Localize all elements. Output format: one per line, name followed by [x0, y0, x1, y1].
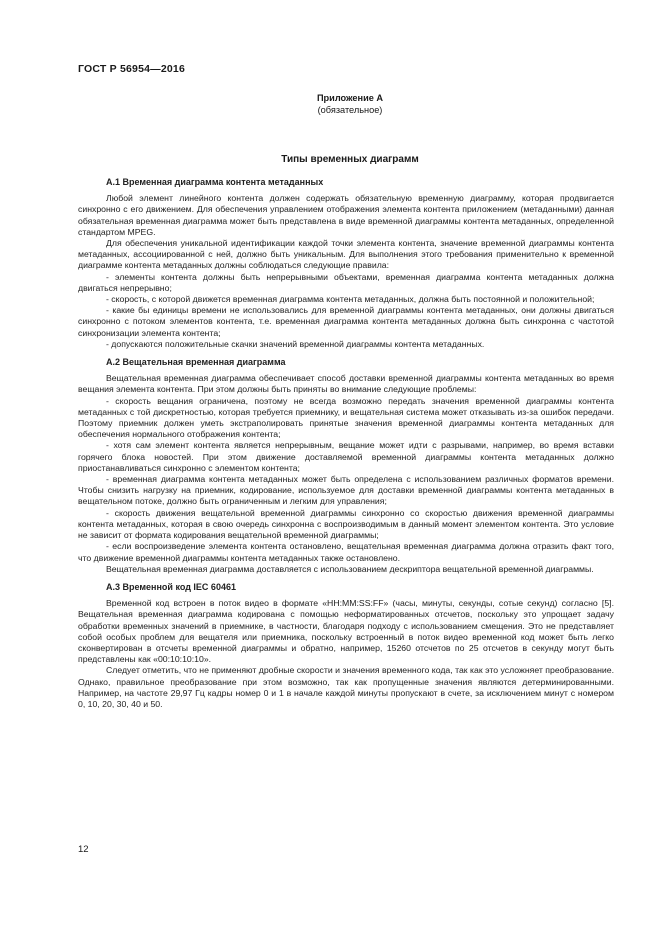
appendix-note: (обязательное) — [317, 105, 383, 115]
list-item: - если воспроизведение элемента контента остановлено, вещательная временная диаграмма должна отразить факт того, что движение временной диаграммы контента метаданных также остановлено. — [78, 541, 614, 563]
document-body — [78, 177, 614, 710]
list-item: - допускаются положительные скачки значений временной диаграммы контента метаданных. — [106, 338, 485, 349]
subsection-heading-a2: А.2 Вещательная временная диаграмма — [106, 357, 286, 368]
subsection-heading-a3: А.3 Временной код IEC 60461 — [106, 581, 236, 592]
section-title: Типы временных диаграмм — [281, 154, 419, 165]
list-item: - временная диаграмма контента метаданных может быть определена с использованием различных форматов времени. Чтобы снизить нагрузку на приемник, кодирование, используемое для доставки временной диаграммы контента метаданных в вещательном потоке, должно быть ограниченным и легким для управления; — [78, 474, 614, 507]
list-item: - скорость движения вещательной временной диаграммы синхронно со скоростью движения временной диаграммы контента метаданных, которая в свою очередь синхронна с воспроизводимым в данный момент элементом контента. Это условие не зависит от формата кодирования вещательной временной диаграммы; — [78, 507, 614, 541]
list-item: - скорость, с которой движется временная диаграмма контента метаданных, должна быть постоянной и положительной; — [106, 294, 595, 305]
page-number: 12 — [78, 844, 89, 855]
paragraph: Для обеспечения уникальной идентификации каждой точки элемента контента, значение временной диаграммы контента метаданных, ассоциированной с ней, должно быть уникальным. Для выполнения этого требования применительно к временной диаграмме контента метаданных должны соблюдаться следующие правила: — [78, 238, 614, 271]
list-item: - скорость вещания ограничена, поэтому не всегда возможно передать значения временной диаграммы контента метаданных с той дискретностью, которая требуется приемнику, и вещательная система может отказывать из-за ошибок передачи. Поэтому приемник должен уметь экстраполировать принятые значения временной диаграммы контента метаданных для обеспечения нормального отображения контента; — [78, 395, 614, 440]
standard-header: ГОСТ Р 56954—2016 — [78, 63, 186, 75]
paragraph: Вещательная временная диаграмма доставляется с использованием дескриптора вещательной временной диаграммы. — [106, 563, 594, 574]
paragraph: Вещательная временная диаграмма обеспечивает способ доставки временной диаграммы контента метаданных во время вещания элемента контента. При этом должны быть приняты во внимание следующие проблемы: — [78, 373, 614, 395]
list-item: - элементы контента должны быть непрерывными объектами, временная диаграмма контента метаданных должна двигаться непрерывно; — [78, 271, 614, 293]
appendix-title: Приложение А — [316, 93, 384, 103]
paragraph: Любой элемент линейного контента должен содержать обязательную временную диаграмму, которая продвигается синхронно с его движением. Для обеспечения управлением отображения элемента контента приложением (метаданными) данная обязательная временная диаграмма может быть представлена в виде временной диаграммы контента метаданных, определенной стандартом MPEG. — [78, 193, 614, 237]
paragraph: Временной код встроен в поток видео в формате «HH:MM:SS:FF» (часы, минуты, секунды, сотые секунд) согласно [5]. Вещательная временная диаграмма кодирована с помощью неформатированных отсчетов, поскольку это упрощает задачу обработки временных значений в приемнике, в частности, благодаря подходу с использованием смещения. Это не представляет собой особых проблем для вещателя или приемника, поскольку встроенный в поток видео временной код может быть легко сконвертирован в отсчеты временной диаграммы и обратно, например, 15260 отсчетов по 25 отсчетов в секунду могут быть представлены как «00:10:10:10». — [78, 598, 614, 665]
subsection-heading-a1: А.1 Временная диаграмма контента метаданных — [106, 177, 324, 187]
paragraph: Следует отметить, что не применяют дробные скорости и значения временного кода, так как это усложняет преобразование. Однако, правильное преобразование при этом возможно, так как пропущенные значения являются детерминированными. Например, на частоте 29,97 Гц кадры номер 0 и 1 в начале каждой минуты пропускают в счете, за исключением минут с номером 0, 10, 20, 30, 40 и 50. — [78, 665, 614, 709]
appendix-heading — [200, 92, 500, 116]
list-item: - хотя сам элемент контента является непрерывным, вещание может идти с разрывами, например, во время вставки горячего блока новостей. При этом движение доставляемой временной диаграммы контента метаданных должно приостанавливаться синхронно с элементом контента; — [78, 440, 614, 473]
list-item: - какие бы единицы времени не использовались для временной диаграммы контента метаданных, они должны двигаться синхронно с потоком элементов контента, т.е. временная диаграмма контента метаданных должна быть синхронна с частотой синхронизации элемента контента; — [78, 305, 614, 338]
